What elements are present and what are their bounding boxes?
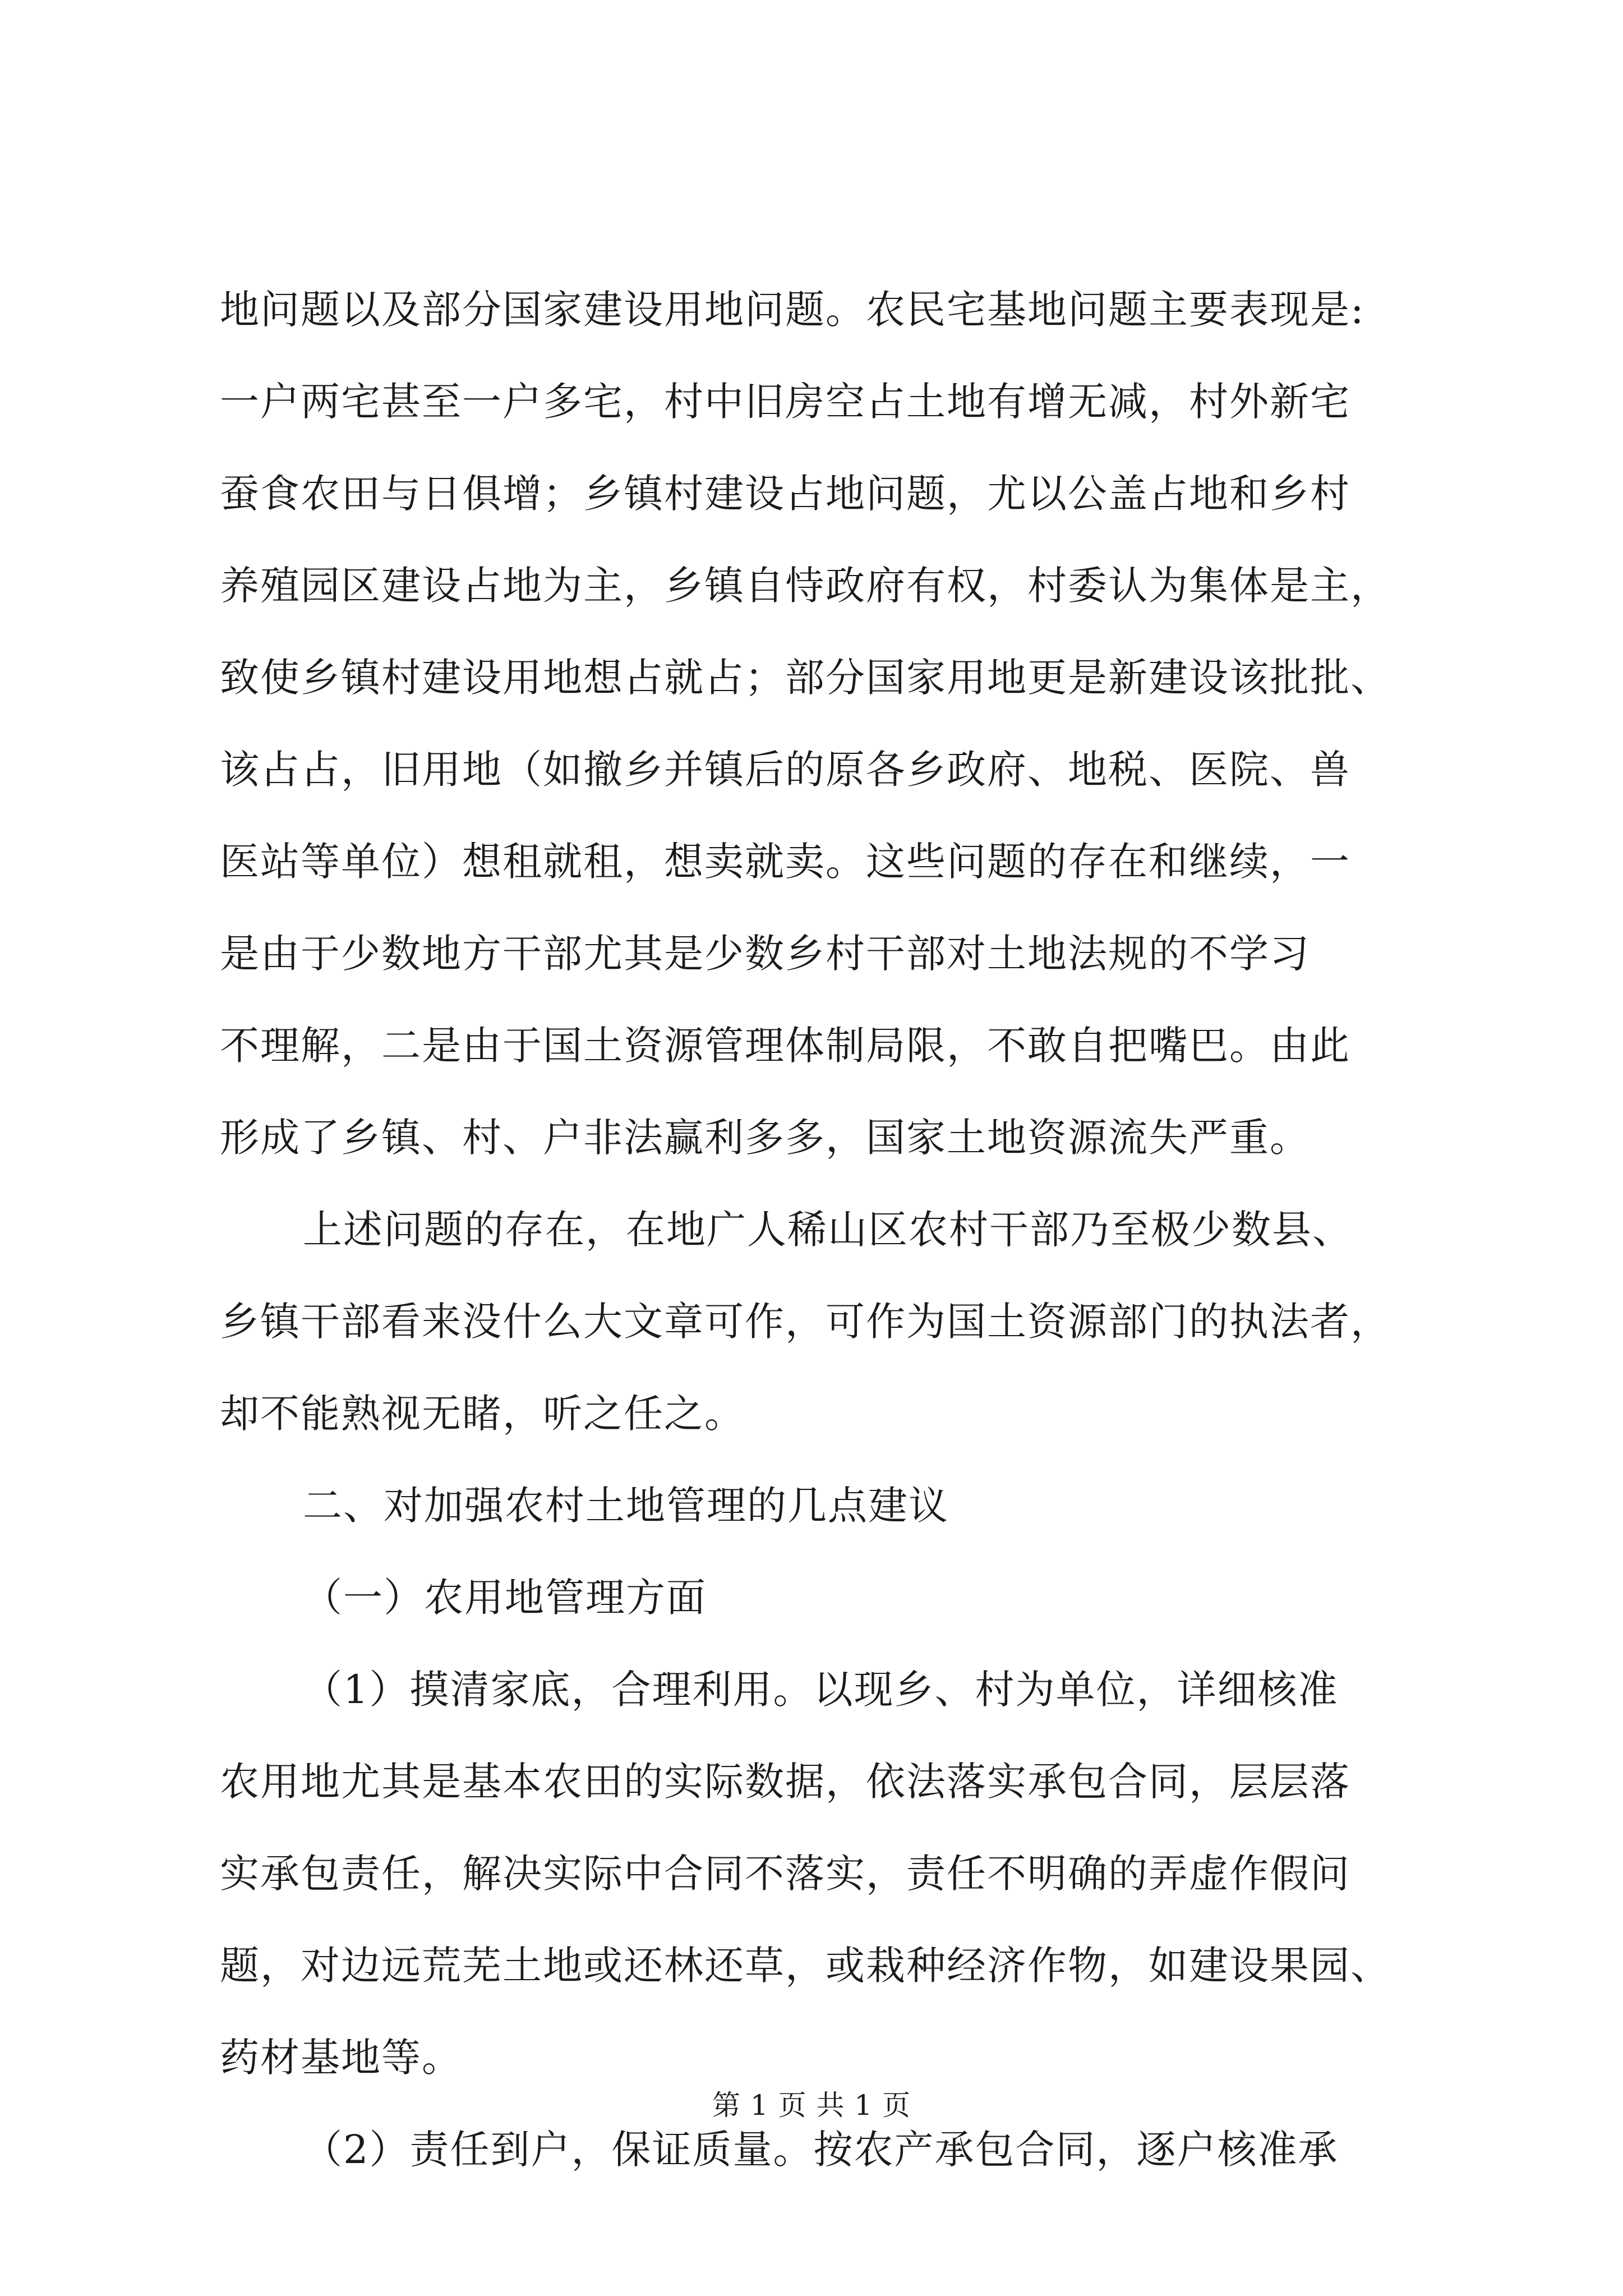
text-line: 该占占，旧用地（如撤乡并镇后的原各乡政府、地税、医院、兽 [220,747,1350,793]
text-line: 一户两宅甚至一户多宅，村中旧房空占土地有增无减，村外新宅 [220,379,1350,425]
text-line: 蚕食农田与日俱增；乡镇村建设占地问题，尤以公盖占地和乡村 [220,471,1350,517]
text-line: 形成了乡镇、村、户非法赢利多多，国家土地资源流失严重。 [220,1115,1310,1161]
text-line: 实承包责任，解决实际中合同不落实，责任不明确的弄虚作假问 [220,1851,1350,1897]
text-line: 不理解，二是由于国土资源管理体制局限，不敢自把嘴巴。由此 [220,1023,1350,1069]
text-line: 题，对边远荒芜土地或还林还草，或栽种经济作物，如建设果园、 [220,1943,1391,1989]
text-line: 却不能熟视无睹，听之任之。 [220,1391,745,1437]
paragraph-start-line: （1）摸清家底，合理利用。以现乡、村为单位，详细核准 [303,1667,1339,1713]
subsection-heading: （一）农用地管理方面 [303,1575,707,1621]
text-line: 地问题以及部分国家建设用地问题。农民宅基地问题主要表现是: [220,287,1365,333]
page-number-footer: 第 1 页 共 1 页 [712,2089,911,2122]
paragraph-start-line: 上述问题的存在，在地广人稀山区农村干部乃至极少数县、 [303,1207,1353,1253]
text-line: 农用地尤其是基本农田的实际数据，依法落实承包合同，层层落 [220,1759,1350,1805]
section-heading: 二、对加强农村土地管理的几点建议 [303,1483,949,1529]
document-body [220,264,1414,2196]
text-line: 致使乡镇村建设用地想占就占；部分国家用地更是新建设该批批、 [220,655,1391,701]
text-line: 是由于少数地方干部尤其是少数乡村干部对土地法规的不学习 [220,931,1310,977]
text-line: 药材基地等。 [220,2035,462,2081]
paragraph-start-line: （2）责任到户，保证质量。按农产承包合同，逐户核准承 [303,2127,1339,2173]
text-line: 养殖园区建设占地为主，乡镇自恃政府有权，村委认为集体是主， [220,563,1391,609]
text-line: 医站等单位）想租就租，想卖就卖。这些问题的存在和继续，一 [220,839,1350,885]
text-line: 乡镇干部看来没什么大文章可作，可作为国土资源部门的执法者， [220,1299,1391,1345]
